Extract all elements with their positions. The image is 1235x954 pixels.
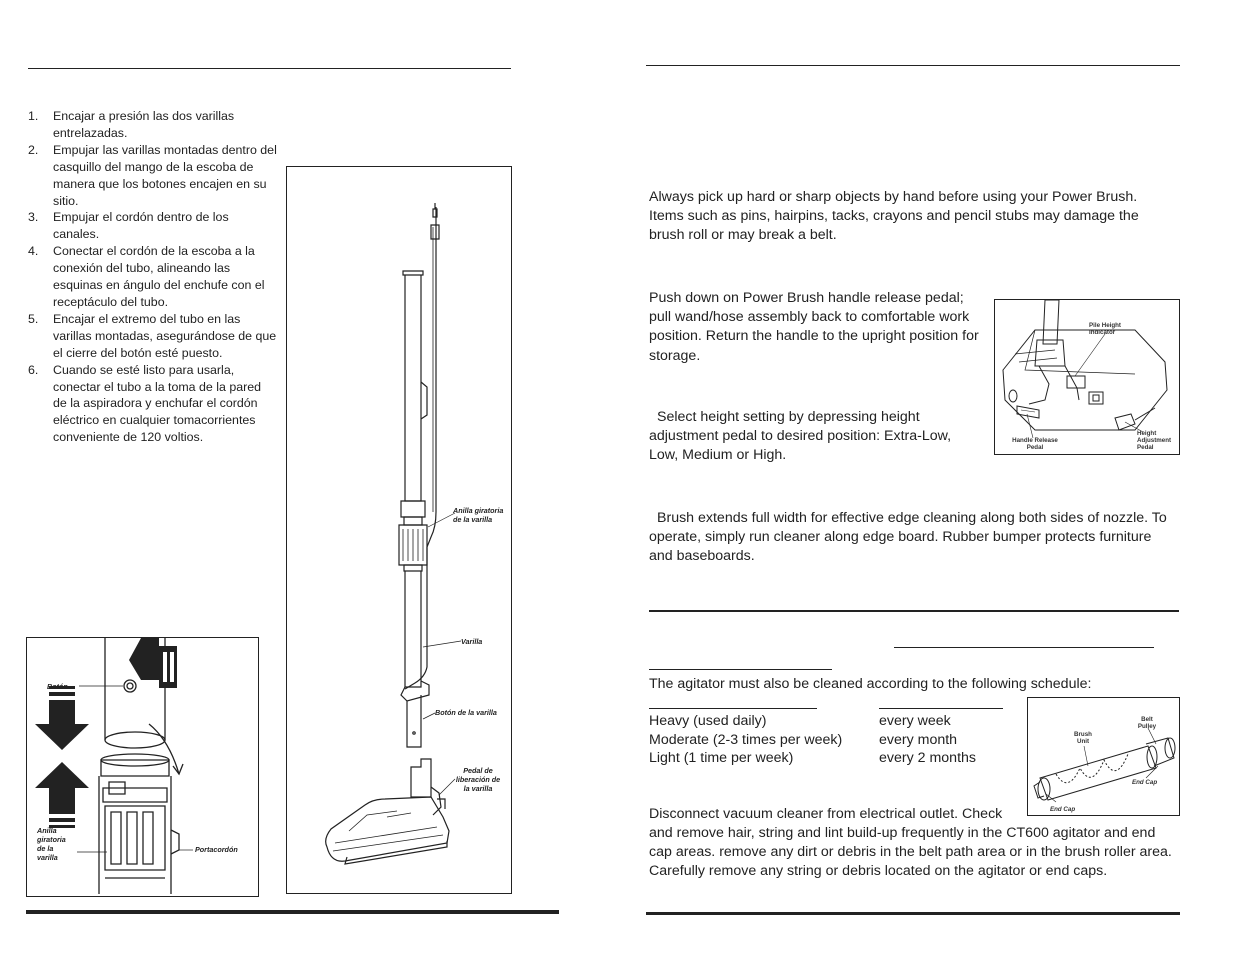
caption-wand: Varilla <box>461 637 483 646</box>
caption-handle-release-pedal: Handle Release Pedal <box>1012 437 1058 451</box>
wand-figure <box>286 166 512 894</box>
right-middle-rule <box>649 610 1179 612</box>
caption-button: Botón <box>47 682 68 691</box>
nozzle-figure <box>994 299 1180 455</box>
para-height-setting: Select height setting by depressing height adjustment pedal to desired position: Extra-Low, Low, Medium or High. <box>649 409 952 464</box>
left-bottom-rule <box>26 910 559 914</box>
schedule-usage: Heavy (used daily) <box>649 713 767 729</box>
caption-end-cap-right: End Cap <box>1132 779 1158 786</box>
schedule-intro: The agitator must also be cleaned according to the following schedule: <box>649 676 1092 692</box>
schedule-frequency: every week <box>879 713 951 729</box>
para-hard-objects: Always pick up hard or sharp objects by hand before using your Power Brush. Items such as pins, hairpins, tacks, crayons and pencil stubs may damage the brush roll or may break a belt. <box>649 189 1139 244</box>
wand-leaders <box>287 167 513 895</box>
brush-figure <box>1027 697 1180 816</box>
caption-release-pedal: Pedal de liberación de la varilla <box>455 766 501 793</box>
caption-end-cap-left: End Cap <box>1050 806 1076 813</box>
right-top-rule <box>646 65 1180 66</box>
schedule-frequency: every month <box>879 731 958 748</box>
caption-swivel-ring: Anilla giratoria de la varilla <box>453 506 504 524</box>
step-item: 5. Encajar el extremo del tubo en las varillas montadas, asegurándose de que el cierre del botón esté puesto. <box>28 311 277 360</box>
caption-cord-holder: Portacordón <box>195 845 238 854</box>
schedule-usage: Light (1 time per week) <box>649 750 794 767</box>
step-item: 1. Encajar a presión las dos varillas entrelazadas. <box>28 109 235 140</box>
caption-wand-button: Botón de la varilla <box>435 708 497 717</box>
blank-line-a <box>894 647 1154 648</box>
schedule-usage-column <box>649 712 842 768</box>
assembly-steps <box>28 108 278 446</box>
step-item: 4. Conectar el cordón de la escoba a la conexión del tubo, alineando las esquinas en ángulo del enchufe con el receptáculo del tubo. <box>28 244 265 309</box>
caption-belt-pulley: Belt Pulley <box>1137 716 1157 730</box>
schedule-usage: Moderate (2-3 times per week) <box>649 731 843 748</box>
caption-pile-height: Pile Height Indicator <box>1089 322 1121 336</box>
step-item: 3. Empujar el cordón dentro de los canales. <box>28 210 229 242</box>
para-disconnect-rest: and remove hair, string and lint build-up frequently in the CT600 agitator and end cap areas. remove any dirt or debris in the belt path area or in the brush roller area. Carefully remove any string or debris located on the agitator or end caps. <box>649 825 1172 880</box>
step-item: 6. Cuando se esté listo para usarla, conectar el tubo a la toma de la pared de la aspiradora y enchufar el cordón eléctrico en cualquier tomacorrientes conveniente de 120 voltios. <box>28 362 262 445</box>
caption-height-pedal: Height Adjustment Pedal <box>1137 430 1172 451</box>
blank-line-d <box>879 708 1003 709</box>
caption-brush-unit: Brush Unit <box>1074 731 1092 745</box>
schedule-frequency-column <box>879 712 976 768</box>
blank-line-c <box>649 708 817 709</box>
right-bottom-rule <box>646 912 1180 915</box>
para-edge-cleaning: Brush extends full width for effective edge cleaning along both sides of nozzle. To operate, simply run cleaner along edge board. Rubber bumper protects furniture and baseboards. <box>649 510 1167 565</box>
para-handle-release: Push down on Power Brush handle release pedal; pull wand/hose assembly back to comfortable work position. Return the handle to the upright position for storage. <box>649 290 979 364</box>
schedule-frequency: every 2 months <box>879 750 976 767</box>
left-top-rule <box>28 68 511 69</box>
caption-detail-swivel: Anilla giratoria de la varilla <box>37 826 66 862</box>
blank-line-b <box>649 669 832 670</box>
para-disconnect-first: Disconnect vacuum cleaner from electrical outlet. Check <box>649 806 1003 822</box>
step-item: 2. Empujar las varillas montadas dentro del casquillo del mango de la escoba de manera que los botones encajen en su sitio. <box>28 142 277 208</box>
detail-figure <box>26 637 259 897</box>
